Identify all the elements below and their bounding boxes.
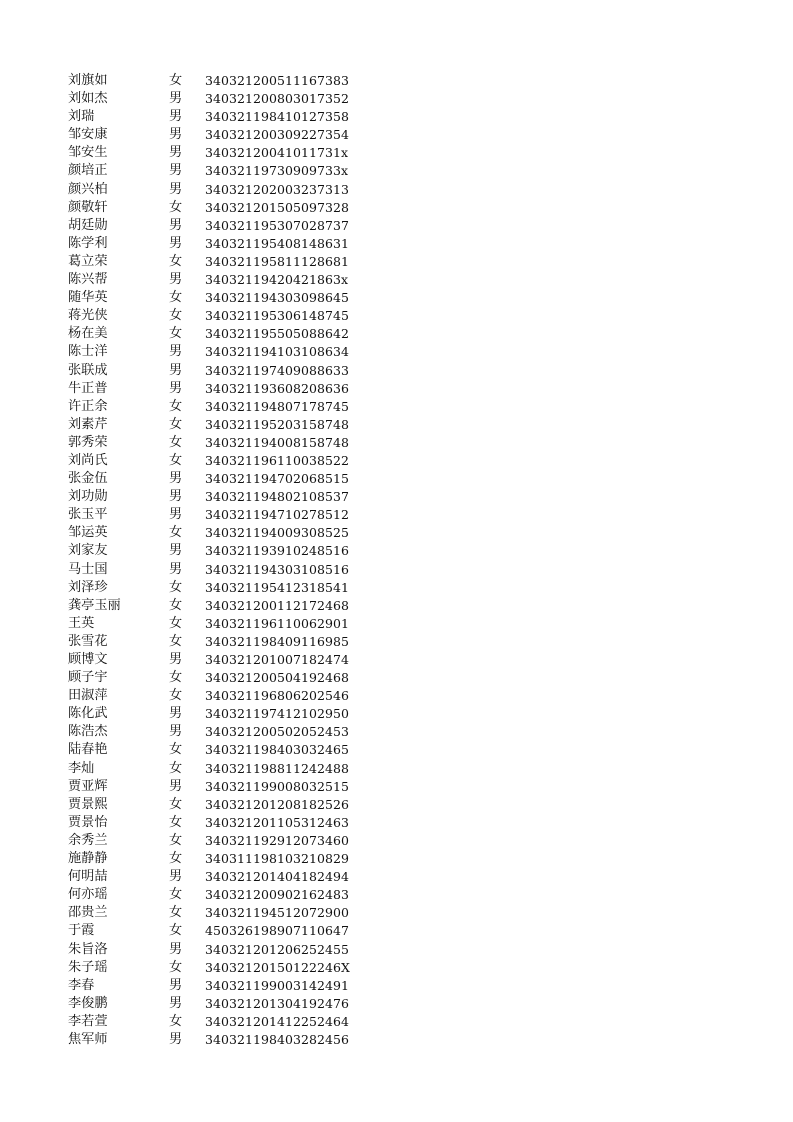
id-number: 340321194710278512 xyxy=(205,507,350,523)
gender: 男 xyxy=(169,145,183,161)
gender: 男 xyxy=(169,181,183,197)
id-number: 340321195811128681 xyxy=(205,253,350,269)
person-name: 张金伍 xyxy=(68,471,108,487)
gender: 女 xyxy=(169,416,183,432)
id-number: 340321196110038522 xyxy=(205,452,350,468)
person-name: 王英 xyxy=(68,615,95,631)
gender: 男 xyxy=(169,941,183,957)
person-name: 葛立荣 xyxy=(68,253,108,269)
person-name: 贾景怡 xyxy=(68,814,108,830)
gender: 男 xyxy=(169,778,183,794)
id-number: 340321195203158748 xyxy=(205,416,350,432)
person-name: 蒋光侠 xyxy=(68,308,108,324)
gender: 女 xyxy=(169,923,183,939)
id-number: 340321198409116985 xyxy=(205,633,350,649)
gender: 女 xyxy=(169,851,183,867)
gender: 女 xyxy=(169,905,183,921)
person-name: 焦军师 xyxy=(68,1031,108,1047)
id-number: 340321194303108516 xyxy=(205,561,350,577)
person-name: 牛正普 xyxy=(68,380,108,396)
id-number: 340321201404182494 xyxy=(205,869,350,885)
gender: 女 xyxy=(169,760,183,776)
gender: 女 xyxy=(169,199,183,215)
id-number: 340321198410127358 xyxy=(205,109,350,125)
person-name: 刘如杰 xyxy=(68,91,108,107)
person-name: 邹安生 xyxy=(68,145,108,161)
gender: 女 xyxy=(169,326,183,342)
person-name: 田淑萍 xyxy=(68,688,108,704)
gender: 女 xyxy=(169,832,183,848)
person-name: 施静静 xyxy=(68,851,108,867)
gender: 男 xyxy=(169,217,183,233)
gender: 女 xyxy=(169,290,183,306)
gender: 女 xyxy=(169,959,183,975)
id-number: 340321196806202546 xyxy=(205,688,350,704)
id-number: 34032120150122246X xyxy=(205,959,350,975)
gender: 男 xyxy=(169,471,183,487)
id-number: 340321194008158748 xyxy=(205,434,350,450)
id-number: 340321201412252464 xyxy=(205,1013,350,1029)
person-name: 胡廷勋 xyxy=(68,217,108,233)
person-name: 陈兴帮 xyxy=(68,272,108,288)
id-number: 340321194807178745 xyxy=(205,398,350,414)
person-name: 张雪花 xyxy=(68,633,108,649)
person-name: 颜敬轩 xyxy=(68,199,108,215)
id-number: 340321192912073460 xyxy=(205,832,350,848)
person-name: 李春 xyxy=(68,977,95,993)
id-number: 340321197412102950 xyxy=(205,706,350,722)
gender: 女 xyxy=(169,615,183,631)
person-name: 刘泽珍 xyxy=(68,579,108,595)
gender: 女 xyxy=(169,434,183,450)
id-number: 340321201208182526 xyxy=(205,796,350,812)
id-number: 340321195412318541 xyxy=(205,579,350,595)
gender: 男 xyxy=(169,91,183,107)
person-name: 龚亭玉丽 xyxy=(68,597,121,613)
id-number: 340321201105312463 xyxy=(205,814,350,830)
id-number: 340321202003237313 xyxy=(205,181,350,197)
gender: 女 xyxy=(169,887,183,903)
person-name: 何亦瑶 xyxy=(68,887,108,903)
gender: 女 xyxy=(169,742,183,758)
id-number: 340321194512072900 xyxy=(205,905,350,921)
person-name: 陈士洋 xyxy=(68,344,108,360)
person-name: 李若萱 xyxy=(68,1013,108,1029)
person-name: 邹运英 xyxy=(68,525,108,541)
person-name: 贾景熙 xyxy=(68,796,108,812)
gender: 男 xyxy=(169,507,183,523)
person-name: 刘功勋 xyxy=(68,489,108,505)
gender: 男 xyxy=(169,652,183,667)
gender: 男 xyxy=(169,561,183,577)
person-name: 邵贵兰 xyxy=(68,905,108,921)
person-name: 刘素芹 xyxy=(68,416,108,432)
gender: 男 xyxy=(169,1031,183,1047)
gender: 女 xyxy=(169,452,183,468)
person-name: 张联成 xyxy=(68,362,108,378)
id-number: 340321200504192468 xyxy=(205,670,350,686)
gender: 男 xyxy=(169,127,183,143)
gender: 女 xyxy=(169,796,183,812)
gender: 男 xyxy=(169,489,183,505)
person-name: 颜兴柏 xyxy=(68,181,108,197)
id-number: 340321200309227354 xyxy=(205,127,350,143)
person-name: 刘旗如 xyxy=(68,73,108,88)
id-number: 340321195505088642 xyxy=(205,326,350,342)
id-number: 340321200803017352 xyxy=(205,91,350,107)
person-name: 陈浩杰 xyxy=(68,724,108,740)
person-name: 张玉平 xyxy=(68,507,108,523)
gender: 男 xyxy=(169,362,183,378)
id-number: 34032119730909733x xyxy=(205,163,349,179)
id-number: 340321198811242488 xyxy=(205,760,350,776)
person-name: 陆春艳 xyxy=(68,742,108,758)
id-number: 340321194702068515 xyxy=(205,471,350,487)
gender: 女 xyxy=(169,597,183,613)
person-name: 许正余 xyxy=(68,398,108,414)
id-number: 340321193910248516 xyxy=(205,543,350,559)
person-name: 邹安康 xyxy=(68,127,108,143)
gender: 女 xyxy=(169,688,183,704)
person-name: 何明喆 xyxy=(68,869,108,885)
id-number: 34032119420421863x xyxy=(205,272,349,288)
gender: 男 xyxy=(169,995,183,1011)
gender: 男 xyxy=(169,109,183,125)
person-name: 刘尚氏 xyxy=(68,452,108,468)
id-number: 340321196110062901 xyxy=(205,615,350,631)
gender: 女 xyxy=(169,398,183,414)
gender: 男 xyxy=(169,724,183,740)
gender: 女 xyxy=(169,308,183,324)
id-number: 340321195306148745 xyxy=(205,308,350,324)
gender: 男 xyxy=(169,163,183,179)
gender: 女 xyxy=(169,253,183,269)
person-name: 郭秀荣 xyxy=(68,434,108,450)
id-number: 340321194103108634 xyxy=(205,344,350,360)
id-number: 340321201304192476 xyxy=(205,995,350,1011)
person-name: 顾子宇 xyxy=(68,670,108,686)
gender: 女 xyxy=(169,579,183,595)
id-number: 340321195307028737 xyxy=(205,217,350,233)
id-number: 340321201206252455 xyxy=(205,941,350,957)
id-number: 340321195408148631 xyxy=(205,235,350,251)
person-name: 朱子瑶 xyxy=(68,959,108,975)
id-number: 340311198103210829 xyxy=(205,851,350,867)
gender: 男 xyxy=(169,272,183,288)
id-number: 340321198403032465 xyxy=(205,742,350,758)
id-number: 450326198907110647 xyxy=(205,923,350,939)
person-name: 陈学利 xyxy=(68,235,108,251)
person-name: 杨在美 xyxy=(68,326,108,342)
gender: 男 xyxy=(169,869,183,885)
gender: 女 xyxy=(169,670,183,686)
gender: 女 xyxy=(169,814,183,830)
person-name: 李俊鹏 xyxy=(68,995,108,1011)
gender: 男 xyxy=(169,344,183,360)
person-name: 颜培正 xyxy=(68,163,108,179)
id-number: 340321194802108537 xyxy=(205,489,350,505)
person-name: 刘瑞 xyxy=(68,109,95,125)
id-number: 340321200502052453 xyxy=(205,724,350,740)
gender: 女 xyxy=(169,633,183,649)
gender: 男 xyxy=(169,706,183,722)
person-name: 于霞 xyxy=(68,923,95,939)
gender: 男 xyxy=(169,235,183,251)
gender: 女 xyxy=(169,1013,183,1029)
person-name: 李灿 xyxy=(68,760,95,776)
id-number: 340321199008032515 xyxy=(205,778,350,794)
person-name: 朱旨洛 xyxy=(68,941,108,957)
person-name: 刘家友 xyxy=(68,543,108,559)
gender: 男 xyxy=(169,977,183,993)
id-number: 340321201505097328 xyxy=(205,199,350,215)
id-number: 340321200112172468 xyxy=(205,597,350,613)
id-number: 340321193608208636 xyxy=(205,380,350,396)
person-name: 随华英 xyxy=(68,290,108,306)
id-number: 340321200511167383 xyxy=(205,73,350,88)
gender: 男 xyxy=(169,380,183,396)
person-name: 陈化武 xyxy=(68,706,108,722)
id-number: 340321197409088633 xyxy=(205,362,350,378)
id-number: 340321200902162483 xyxy=(205,887,350,903)
id-number: 340321194009308525 xyxy=(205,525,350,541)
id-number: 340321199003142491 xyxy=(205,977,350,993)
gender: 男 xyxy=(169,543,183,559)
id-number: 340321201007182474 xyxy=(205,652,350,667)
person-name: 余秀兰 xyxy=(68,832,108,848)
gender: 女 xyxy=(169,73,183,88)
id-number: 34032120041011731x xyxy=(205,145,349,161)
person-name: 贾亚辉 xyxy=(68,778,108,794)
id-number: 340321198403282456 xyxy=(205,1031,350,1047)
gender: 女 xyxy=(169,525,183,541)
person-name: 顾博文 xyxy=(68,652,108,667)
id-number: 340321194303098645 xyxy=(205,290,350,306)
person-name: 马士国 xyxy=(68,561,108,577)
